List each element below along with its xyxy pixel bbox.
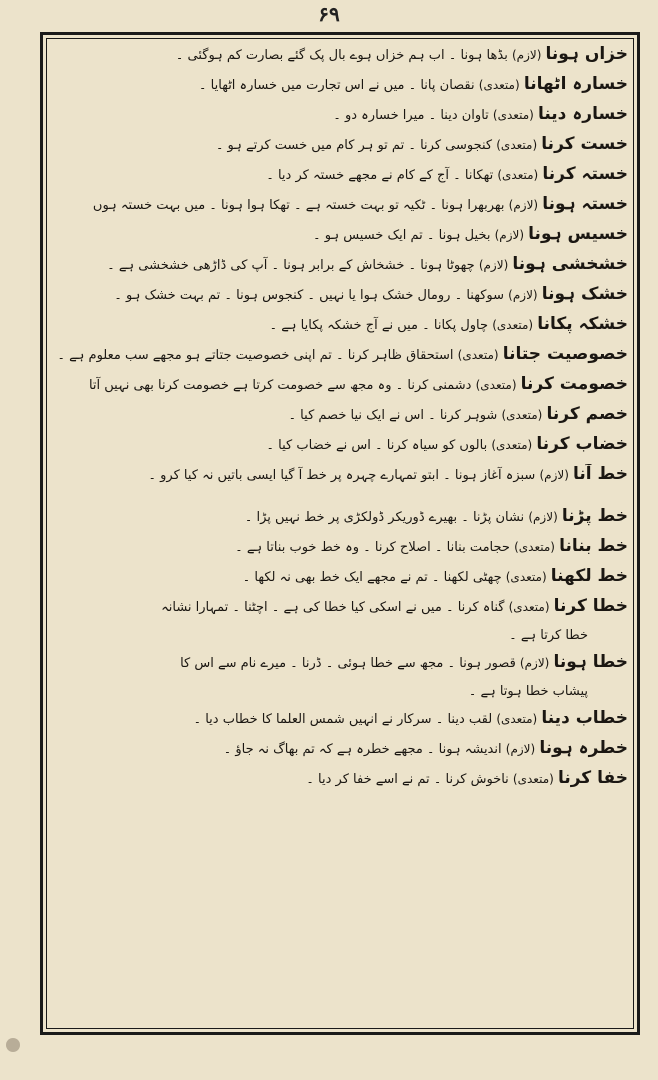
- entry: [54, 314, 628, 344]
- grammar-label: (متعدی): [508, 600, 550, 614]
- entry: [54, 708, 628, 738]
- definition: بڈھا ہونا ۔ اب ہم خزاں ہوے بال پک گئے بصارت کم ہوگئی ۔: [175, 48, 508, 63]
- grammar-label: (متعدی): [505, 570, 547, 584]
- definition: تاوان دینا ۔ میرا خسارہ دو ۔: [333, 108, 489, 123]
- grammar-label: (متعدی): [501, 408, 543, 422]
- headword: خصم کرنا: [546, 404, 628, 424]
- entry: [54, 104, 628, 134]
- grammar-label: (لازم): [528, 510, 558, 524]
- grammar-label: (لازم): [539, 468, 569, 482]
- grammar-label: (لازم): [508, 198, 539, 212]
- headword: خط آنا: [573, 464, 628, 484]
- headword: خط پڑنا: [561, 506, 628, 526]
- entry: [54, 566, 628, 596]
- grammar-label: (لازم): [494, 228, 525, 242]
- entry: [54, 164, 628, 194]
- grammar-label: (لازم): [478, 258, 509, 272]
- grammar-label: (لازم): [505, 742, 536, 756]
- headword: خطاب دینا: [541, 708, 628, 728]
- entry: [54, 434, 628, 464]
- entry: [54, 536, 628, 566]
- entry: [54, 768, 628, 798]
- definition: حجامت بنانا ۔ اصلاح کرنا ۔ وہ خط خوب بناتا ہے ۔: [235, 540, 510, 555]
- definition: بخیل ہونا ۔ تم ایک خسیس ہو ۔: [313, 228, 491, 243]
- definition: استحقاق ظاہر کرنا ۔ تم اپنی خصوصیت جتاتے ہو مجھے سب معلوم ہے ۔: [57, 348, 454, 363]
- headword: خطا کرنا: [553, 596, 628, 616]
- headword: خضاب کرنا: [536, 434, 628, 454]
- entry: [54, 506, 628, 536]
- definition: بھربھرا ہونا ۔ ٹکیہ تو بہت خستہ ہے ۔ تھکا ہوا ہونا ۔ میں بہت خستہ ہوں: [92, 198, 505, 213]
- headword: خطرہ ہونا: [539, 738, 628, 758]
- headword: خسارہ اٹھانا: [523, 74, 628, 94]
- headword: خصومت کرنا: [520, 374, 628, 394]
- headword: خشخشی ہونا: [512, 254, 628, 274]
- page-number: ۶۹: [318, 2, 340, 26]
- grammar-label: (متعدی): [491, 438, 533, 452]
- grammar-label: (متعدی): [497, 168, 539, 182]
- entry: [54, 194, 628, 224]
- entry: [54, 374, 628, 404]
- entry: [54, 596, 628, 626]
- entry: [54, 74, 628, 104]
- grammar-label: (لازم): [508, 288, 538, 302]
- definition: شوہر کرنا ۔ اس نے ایک نیا خصم کیا ۔: [288, 408, 498, 423]
- headword: خستہ کرنا: [542, 164, 628, 184]
- grammar-label: (متعدی): [492, 108, 534, 122]
- grammar-label: (متعدی): [514, 540, 555, 554]
- definition: دشمنی کرنا ۔ وہ مجھ سے خصومت کرتا ہے خصومت کرنا بھی نہیں آتا: [88, 378, 472, 393]
- definition: گناہ کرنا ۔ میں نے اسکی کیا خطا کی ہے ۔ اچٹنا ۔ تمہارا نشانہ: [161, 600, 505, 615]
- entry-continuation: خطا کرتا ہے ۔: [509, 628, 588, 643]
- headword: خسارہ دینا: [537, 104, 628, 124]
- headword: خفا کرنا: [557, 768, 628, 788]
- headword: خشک ہونا: [541, 284, 628, 304]
- definition: ناخوش کرنا ۔ تم نے اسے خفا کر دیا ۔: [306, 772, 509, 787]
- definition: لقب دینا ۔ سرکار نے انہیں شمس العلما کا خطاب دیا ۔: [193, 712, 493, 727]
- grammar-label: (لازم): [511, 48, 542, 62]
- entry: [54, 44, 628, 74]
- grammar-label: (متعدی): [496, 712, 538, 726]
- entry: [54, 738, 628, 768]
- headword: خزاں ہونا: [545, 44, 628, 64]
- definition: تھکانا ۔ آج کے کام نے مجھے خستہ کر دیا ۔: [266, 168, 494, 183]
- definition: بالوں کو سیاہ کرنا ۔ اس نے خضاب کیا ۔: [266, 438, 488, 453]
- entry: [54, 284, 628, 314]
- grammar-label: (لازم): [519, 656, 550, 670]
- grammar-label: (متعدی): [478, 78, 520, 92]
- definition: نشان پڑنا ۔ بھیرے ڈوریکر ڈولکڑی پر خط نہیں پڑا ۔: [244, 510, 525, 525]
- definition: چھٹی لکھنا ۔ تم نے مجھے ایک خط بھی نہ لکھا ۔: [242, 570, 502, 585]
- definition: قصور ہونا ۔ مجھ سے خطا ہوئی ۔ ڈرنا ۔ میرے نام سے اس کا: [180, 656, 516, 671]
- headword: خشکہ پکانا: [537, 314, 628, 334]
- entry: [54, 254, 628, 284]
- entry: [54, 404, 628, 434]
- headword: خط بنانا: [559, 536, 628, 556]
- grammar-label: (متعدی): [475, 378, 517, 392]
- grammar-label: (متعدی): [492, 318, 534, 332]
- definition: اندیشہ ہونا ۔ مجھے خطرہ ہے کہ تم بھاگ نہ جاؤ ۔: [223, 742, 502, 757]
- definition: نقصان پانا ۔ میں نے اس تجارت میں خسارہ اٹھایا ۔: [198, 78, 475, 93]
- definition: چھوٹا ہونا ۔ خشخاش کے برابر ہونا ۔ آپ کی ڈاڑھی خشخشی ہے ۔: [107, 258, 475, 273]
- headword: خسیس ہونا: [528, 224, 628, 244]
- entry: [54, 134, 628, 164]
- dictionary-entries: [54, 44, 628, 798]
- paper-stain: [6, 1038, 20, 1052]
- grammar-label: (متعدی): [512, 772, 554, 786]
- headword: خط لکھنا: [550, 566, 628, 586]
- definition: چاول پکانا ۔ میں نے آج خشکہ پکایا ہے ۔: [269, 318, 489, 333]
- headword: خستہ ہونا: [542, 194, 628, 214]
- entry: [54, 652, 628, 682]
- entry: [54, 224, 628, 254]
- grammar-label: (متعدی): [457, 348, 499, 362]
- grammar-label: (متعدی): [496, 138, 538, 152]
- headword: خست کرنا: [541, 134, 628, 154]
- definition: کنجوسی کرنا ۔ تم تو ہر کام میں خست کرتے ہو ۔: [215, 138, 493, 153]
- definition: سوکھنا ۔ رومال خشک ہوا یا نہیں ۔ کنجوس ہونا ۔ تم بہت خشک ہو ۔: [114, 288, 505, 303]
- entry: [54, 464, 628, 506]
- entry-continuation: پیشاب خطا ہوتا ہے ۔: [468, 684, 588, 699]
- entry: [54, 344, 628, 374]
- definition: سبزہ آغاز ہونا ۔ ابتو تمہارے چہرہ پر خط آ گیا ایسی باتیں نہ کیا کرو ۔: [148, 468, 536, 483]
- headword: خصوصیت جتانا: [502, 344, 628, 364]
- headword: خطا ہونا: [553, 652, 628, 672]
